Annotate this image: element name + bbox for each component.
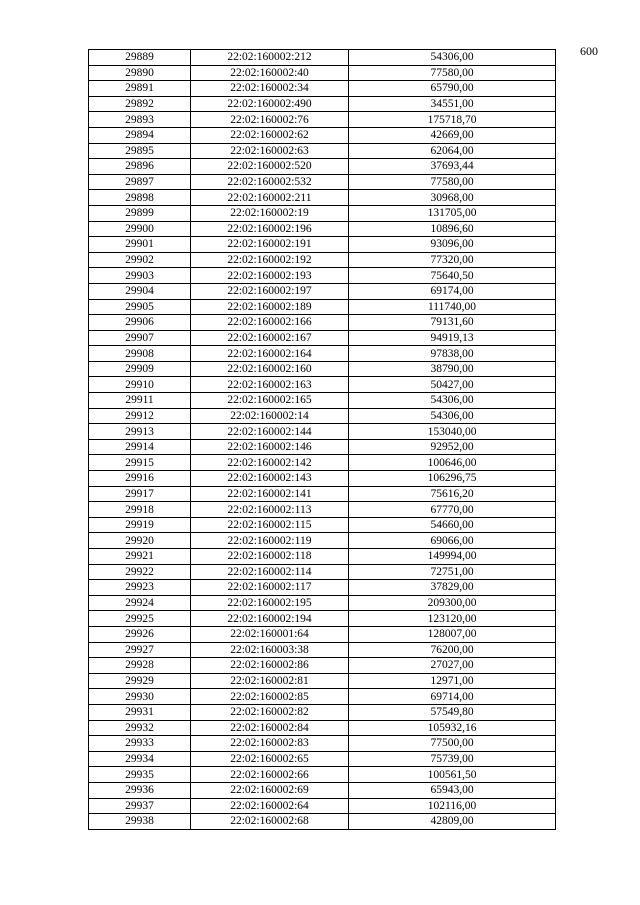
cadastral-number-cell: 22:02:160002:86 [191, 658, 349, 674]
row-number-cell: 29889 [89, 50, 191, 66]
cadastral-value-cell: 72751,00 [349, 564, 556, 580]
cadastral-value-cell: 77500,00 [349, 736, 556, 752]
row-number-cell: 29923 [89, 580, 191, 596]
table-row [89, 346, 556, 362]
cadastral-number-cell: 22:02:160002:113 [191, 502, 349, 518]
cadastral-value-cell: 62064,00 [349, 143, 556, 159]
cadastral-value-cell: 75640,50 [349, 268, 556, 284]
row-number-cell: 29891 [89, 81, 191, 97]
cadastral-value-cell: 42809,00 [349, 814, 556, 830]
cadastral-number-cell: 22:02:160002:14 [191, 408, 349, 424]
cadastral-number-cell: 22:02:160002:118 [191, 549, 349, 565]
table-row [89, 814, 556, 830]
row-number-cell: 29933 [89, 736, 191, 752]
table-row [89, 408, 556, 424]
cadastral-number-cell: 22:02:160003:38 [191, 642, 349, 658]
cadastral-value-cell: 27027,00 [349, 658, 556, 674]
cadastral-value-cell: 175718,70 [349, 112, 556, 128]
cadastral-number-cell: 22:02:160002:143 [191, 471, 349, 487]
row-number-cell: 29896 [89, 159, 191, 175]
cadastral-value-cell: 67770,00 [349, 502, 556, 518]
table-row [89, 642, 556, 658]
row-number-cell: 29925 [89, 611, 191, 627]
row-number-cell: 29914 [89, 439, 191, 455]
cadastral-number-cell: 22:02:160002:144 [191, 424, 349, 440]
cadastral-value-cell: 10896,60 [349, 221, 556, 237]
table-row [89, 174, 556, 190]
table-row [89, 50, 556, 66]
table-row [89, 283, 556, 299]
table-row [89, 65, 556, 81]
cadastral-value-cell: 54306,00 [349, 393, 556, 409]
table-row [89, 486, 556, 502]
row-number-cell: 29934 [89, 751, 191, 767]
cadastral-number-cell: 22:02:160002:84 [191, 720, 349, 736]
row-number-cell: 29932 [89, 720, 191, 736]
page-number: 600 [580, 44, 598, 58]
row-number-cell: 29929 [89, 673, 191, 689]
table-row [89, 549, 556, 565]
cadastral-number-cell: 22:02:160002:117 [191, 580, 349, 596]
row-number-cell: 29895 [89, 143, 191, 159]
cadastral-value-cell: 100561,50 [349, 767, 556, 783]
cadastral-number-cell: 22:02:160002:76 [191, 112, 349, 128]
row-number-cell: 29897 [89, 174, 191, 190]
cadastral-number-cell: 22:02:160002:490 [191, 96, 349, 112]
row-number-cell: 29890 [89, 65, 191, 81]
row-number-cell: 29907 [89, 330, 191, 346]
cadastral-number-cell: 22:02:160002:165 [191, 393, 349, 409]
table-row [89, 237, 556, 253]
table-row [89, 268, 556, 284]
table-row [89, 502, 556, 518]
row-number-cell: 29927 [89, 642, 191, 658]
cadastral-value-cell: 106296,75 [349, 471, 556, 487]
cadastral-number-cell: 22:02:160002:114 [191, 564, 349, 580]
row-number-cell: 29908 [89, 346, 191, 362]
cadastral-number-cell: 22:02:160002:532 [191, 174, 349, 190]
table-row [89, 127, 556, 143]
table-row [89, 673, 556, 689]
row-number-cell: 29906 [89, 315, 191, 331]
row-number-cell: 29918 [89, 502, 191, 518]
table-row [89, 517, 556, 533]
cadastral-value-cell: 77320,00 [349, 252, 556, 268]
row-number-cell: 29898 [89, 190, 191, 206]
row-number-cell: 29909 [89, 361, 191, 377]
cadastral-number-cell: 22:02:160002:69 [191, 782, 349, 798]
row-number-cell: 29938 [89, 814, 191, 830]
table-row [89, 564, 556, 580]
cadastral-value-cell: 153040,00 [349, 424, 556, 440]
row-number-cell: 29916 [89, 471, 191, 487]
table-row [89, 658, 556, 674]
cadastral-value-cell: 97838,00 [349, 346, 556, 362]
row-number-cell: 29902 [89, 252, 191, 268]
cadastral-value-cell: 54306,00 [349, 50, 556, 66]
table-row [89, 611, 556, 627]
cadastral-value-cell: 77580,00 [349, 174, 556, 190]
cadastral-number-cell: 22:02:160002:520 [191, 159, 349, 175]
table-row [89, 377, 556, 393]
cadastral-value-cell: 37693,44 [349, 159, 556, 175]
cadastral-number-cell: 22:02:160002:62 [191, 127, 349, 143]
row-number-cell: 29903 [89, 268, 191, 284]
cadastral-number-cell: 22:02:160002:191 [191, 237, 349, 253]
cadastral-number-cell: 22:02:160002:115 [191, 517, 349, 533]
cadastral-number-cell: 22:02:160002:194 [191, 611, 349, 627]
cadastral-number-cell: 22:02:160002:212 [191, 50, 349, 66]
cadastral-value-table [88, 49, 556, 830]
cadastral-number-cell: 22:02:160002:40 [191, 65, 349, 81]
row-number-cell: 29930 [89, 689, 191, 705]
row-number-cell: 29913 [89, 424, 191, 440]
row-number-cell: 29935 [89, 767, 191, 783]
row-number-cell: 29911 [89, 393, 191, 409]
cadastral-value-cell: 37829,00 [349, 580, 556, 596]
cadastral-number-cell: 22:02:160002:83 [191, 736, 349, 752]
table-row [89, 330, 556, 346]
row-number-cell: 29900 [89, 221, 191, 237]
row-number-cell: 29928 [89, 658, 191, 674]
cadastral-value-cell: 54306,00 [349, 408, 556, 424]
cadastral-number-cell: 22:02:160002:166 [191, 315, 349, 331]
table-row [89, 424, 556, 440]
cadastral-value-cell: 105932,16 [349, 720, 556, 736]
table-row [89, 205, 556, 221]
table-row [89, 96, 556, 112]
row-number-cell: 29919 [89, 517, 191, 533]
row-number-cell: 29894 [89, 127, 191, 143]
row-number-cell: 29901 [89, 237, 191, 253]
table-row [89, 751, 556, 767]
cadastral-number-cell: 22:02:160002:63 [191, 143, 349, 159]
table-row [89, 580, 556, 596]
cadastral-number-cell: 22:02:160002:142 [191, 455, 349, 471]
cadastral-value-cell: 93096,00 [349, 237, 556, 253]
row-number-cell: 29915 [89, 455, 191, 471]
table-row [89, 143, 556, 159]
cadastral-number-cell: 22:02:160002:163 [191, 377, 349, 393]
row-number-cell: 29893 [89, 112, 191, 128]
cadastral-value-cell: 75616,20 [349, 486, 556, 502]
cadastral-value-cell: 123120,00 [349, 611, 556, 627]
row-number-cell: 29910 [89, 377, 191, 393]
row-number-cell: 29917 [89, 486, 191, 502]
table-row [89, 439, 556, 455]
cadastral-value-cell: 92952,00 [349, 439, 556, 455]
cadastral-number-cell: 22:02:160002:119 [191, 533, 349, 549]
table-row [89, 81, 556, 97]
row-number-cell: 29899 [89, 205, 191, 221]
cadastral-value-cell: 111740,00 [349, 299, 556, 315]
cadastral-value-cell: 12971,00 [349, 673, 556, 689]
cadastral-number-cell: 22:02:160002:195 [191, 595, 349, 611]
cadastral-value-cell: 69174,00 [349, 283, 556, 299]
row-number-cell: 29924 [89, 595, 191, 611]
table-row [89, 252, 556, 268]
cadastral-number-cell: 22:02:160002:82 [191, 704, 349, 720]
cadastral-number-cell: 22:02:160002:85 [191, 689, 349, 705]
cadastral-number-cell: 22:02:160002:192 [191, 252, 349, 268]
table-row [89, 533, 556, 549]
table-row [89, 315, 556, 331]
row-number-cell: 29926 [89, 626, 191, 642]
cadastral-value-cell: 38790,00 [349, 361, 556, 377]
table-row [89, 689, 556, 705]
table-row [89, 190, 556, 206]
cadastral-number-cell: 22:02:160002:146 [191, 439, 349, 455]
cadastral-value-cell: 69714,00 [349, 689, 556, 705]
cadastral-number-cell: 22:02:160002:196 [191, 221, 349, 237]
cadastral-value-cell: 149994,00 [349, 549, 556, 565]
row-number-cell: 29921 [89, 549, 191, 565]
cadastral-number-cell: 22:02:160002:160 [191, 361, 349, 377]
table-row [89, 798, 556, 814]
cadastral-number-cell: 22:02:160002:81 [191, 673, 349, 689]
cadastral-number-cell: 22:02:160002:65 [191, 751, 349, 767]
cadastral-number-cell: 22:02:160002:197 [191, 283, 349, 299]
table-row [89, 393, 556, 409]
cadastral-value-cell: 69066,00 [349, 533, 556, 549]
row-number-cell: 29904 [89, 283, 191, 299]
row-number-cell: 29922 [89, 564, 191, 580]
cadastral-value-cell: 30968,00 [349, 190, 556, 206]
table-row [89, 159, 556, 175]
cadastral-value-cell: 57549,80 [349, 704, 556, 720]
table-row [89, 299, 556, 315]
cadastral-number-cell: 22:02:160002:189 [191, 299, 349, 315]
table-row [89, 720, 556, 736]
cadastral-value-cell: 131705,00 [349, 205, 556, 221]
cadastral-number-cell: 22:02:160002:167 [191, 330, 349, 346]
table-row [89, 782, 556, 798]
table-body [89, 50, 556, 830]
cadastral-value-cell: 102116,00 [349, 798, 556, 814]
table-row [89, 455, 556, 471]
table-row [89, 704, 556, 720]
table-row [89, 626, 556, 642]
cadastral-number-cell: 22:02:160002:19 [191, 205, 349, 221]
cadastral-value-cell: 50427,00 [349, 377, 556, 393]
cadastral-number-cell: 22:02:160002:34 [191, 81, 349, 97]
cadastral-value-cell: 54660,00 [349, 517, 556, 533]
cadastral-value-cell: 65943,00 [349, 782, 556, 798]
cadastral-value-cell: 94919,13 [349, 330, 556, 346]
table-row [89, 221, 556, 237]
cadastral-number-cell: 22:02:160002:66 [191, 767, 349, 783]
table-row [89, 471, 556, 487]
cadastral-value-cell: 128007,00 [349, 626, 556, 642]
cadastral-value-cell: 42669,00 [349, 127, 556, 143]
cadastral-number-cell: 22:02:160002:164 [191, 346, 349, 362]
cadastral-value-cell: 79131,60 [349, 315, 556, 331]
cadastral-number-cell: 22:02:160002:64 [191, 798, 349, 814]
table-row [89, 112, 556, 128]
cadastral-number-cell: 22:02:160002:68 [191, 814, 349, 830]
table-row [89, 361, 556, 377]
cadastral-number-cell: 22:02:160002:193 [191, 268, 349, 284]
row-number-cell: 29936 [89, 782, 191, 798]
cadastral-number-cell: 22:02:160002:141 [191, 486, 349, 502]
row-number-cell: 29912 [89, 408, 191, 424]
row-number-cell: 29937 [89, 798, 191, 814]
cadastral-value-cell: 65790,00 [349, 81, 556, 97]
cadastral-number-cell: 22:02:160001:64 [191, 626, 349, 642]
table-row [89, 736, 556, 752]
row-number-cell: 29905 [89, 299, 191, 315]
row-number-cell: 29931 [89, 704, 191, 720]
cadastral-value-cell: 77580,00 [349, 65, 556, 81]
cadastral-value-cell: 100646,00 [349, 455, 556, 471]
table-row [89, 595, 556, 611]
cadastral-value-cell: 209300,00 [349, 595, 556, 611]
cadastral-value-cell: 76200,00 [349, 642, 556, 658]
cadastral-value-cell: 34551,00 [349, 96, 556, 112]
table-row [89, 767, 556, 783]
cadastral-number-cell: 22:02:160002:211 [191, 190, 349, 206]
row-number-cell: 29892 [89, 96, 191, 112]
cadastral-value-cell: 75739,00 [349, 751, 556, 767]
row-number-cell: 29920 [89, 533, 191, 549]
